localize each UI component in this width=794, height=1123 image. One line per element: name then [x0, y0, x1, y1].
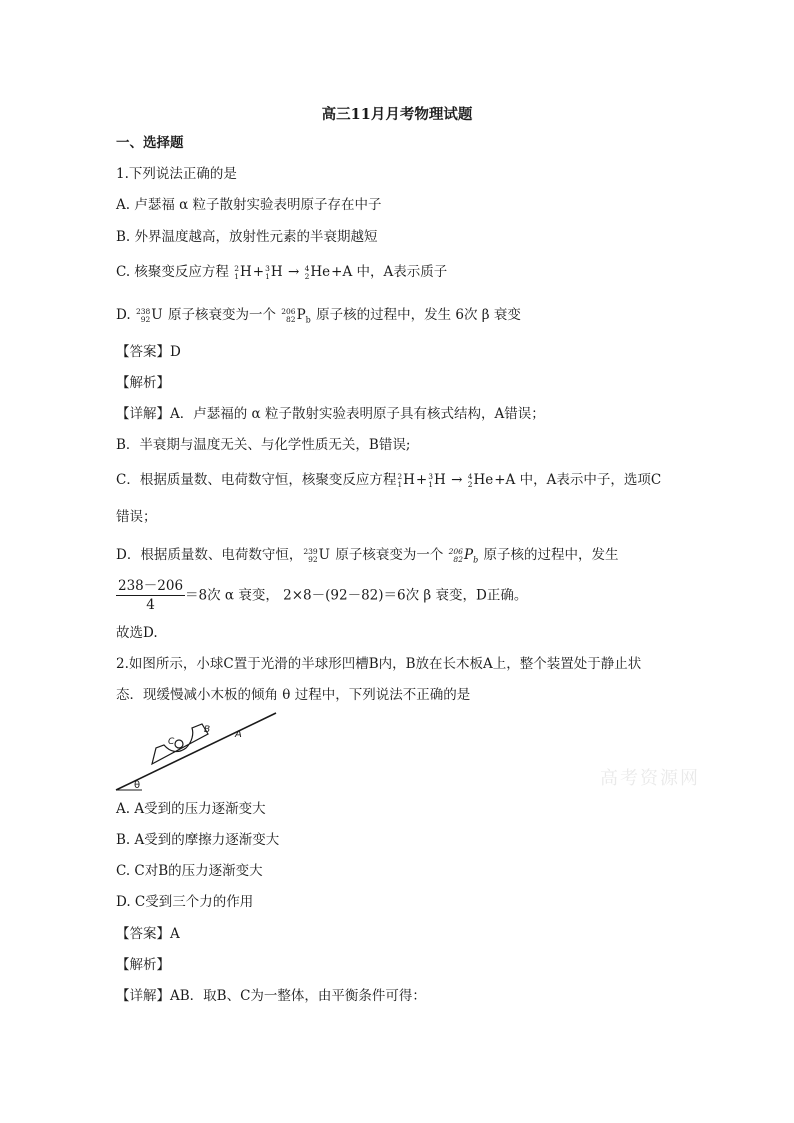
q1-stem: 1.下列说法正确的是	[116, 166, 237, 182]
incline-diagram	[112, 710, 282, 794]
particle-a: A	[342, 264, 353, 280]
q1-detail-c: C．根据质量数、电荷数守恒，核聚变反应方程 2 1 H+ 3 1 H → 4 2 He+A 中，A表示中子，选项C	[116, 471, 662, 489]
q1-answer: 【答案】D	[116, 344, 181, 360]
arrow-icon: →	[451, 472, 463, 488]
q1-option-c-prefix: C. 核聚变反应方程	[116, 264, 229, 280]
q2-stem-line2: 态．现缓慢减小木板的倾角 θ 过程中，下列说法不正确的是	[116, 687, 471, 703]
fraction: $\frac{238-206}{4}$	[118, 578, 184, 613]
q2-analysis: 【解析】	[116, 957, 170, 973]
q2-option-b: B. A受到的摩擦力逐渐变大	[116, 832, 280, 848]
nuclide-he4: 4 2 He	[467, 471, 494, 489]
nuclide-h3: 3 1 H	[265, 263, 283, 281]
q1-detail-c-cont: 错误；	[116, 509, 157, 525]
nuclide-pb206: 206 82 $P_b$	[448, 546, 479, 565]
q2-option-d: D. C受到三个力的作用	[116, 894, 254, 910]
label-a: A	[235, 729, 242, 740]
nuclide-u239: 239 92 U	[303, 546, 331, 564]
q2-answer: 【答案】A	[116, 926, 180, 942]
nuclide-h2: 2 1 H	[397, 471, 415, 489]
watermark: 高考资源网	[600, 768, 700, 789]
q2-option-a: A. A受到的压力逐渐变大	[116, 801, 266, 817]
q1-option-d: D. 238 92 U 原子核衰变为一个 206 82 $P_b$ 原子核的过程中，发生 6次 β 衰变	[116, 305, 521, 331]
q1-analysis: 【解析】	[116, 375, 170, 391]
q1-detail-d: D．根据质量数、电荷数守恒， 239 92 U 原子核衰变为一个 206 82 $P_b$ 原子核的过程中，发生	[116, 545, 618, 571]
nuclide-he4: 4 2 He	[304, 263, 331, 281]
label-b: B	[204, 725, 211, 735]
q1-option-c: C. 核聚变反应方程 2 1 H+ 3 1 H → 4 2 He+A 中，A表示质子	[116, 263, 448, 281]
q2-stem-line1: 2.如图所示，小球C置于光滑的半球形凹槽B内，B放在长木板A上，整个装置处于静止状	[116, 656, 642, 672]
label-theta: θ	[134, 780, 141, 791]
ball	[175, 740, 183, 748]
q1-option-b: B. 外界温度越高，放射性元素的半衰期越短	[116, 229, 378, 245]
nuclide-u238: 238 92 U	[135, 306, 163, 324]
label-c: C	[168, 737, 175, 747]
q1-equation: $\frac{238-206}{4}$ ＝8次 α 衰变， 2×8－(92－82)＝6次 β 衰变，D正确。	[118, 578, 528, 613]
board-line	[116, 713, 276, 790]
q2-detail: 【详解】AB．取B、C为一整体，由平衡条件可得：	[116, 988, 426, 1004]
nuclide-h2: 2 1 H	[234, 263, 252, 281]
nuclide-h3: 3 1 H	[428, 471, 446, 489]
q2-option-c: C. C对B的压力逐渐变大	[116, 863, 263, 879]
q1-option-a: A. 卢瑟福 α 粒子散射实验表明原子存在中子	[116, 197, 382, 213]
arrow-icon: →	[287, 264, 300, 280]
section-heading: 一、选择题	[116, 135, 184, 151]
q1-detail-b: B．半衰期与温度无关、与化学性质无关，B错误;	[116, 437, 411, 453]
q1-option-c-suffix: 中，A表示质子	[356, 264, 448, 280]
page-title: 高三11月月考物理试题	[321, 106, 473, 123]
q1-detail-a: 【详解】A．卢瑟福的 α 粒子散射实验表明原子具有核式结构，A错误；	[116, 406, 545, 422]
q1-conclusion: 故选D.	[116, 625, 158, 641]
nuclide-pb206: 206 82 $P_b$	[281, 306, 311, 325]
